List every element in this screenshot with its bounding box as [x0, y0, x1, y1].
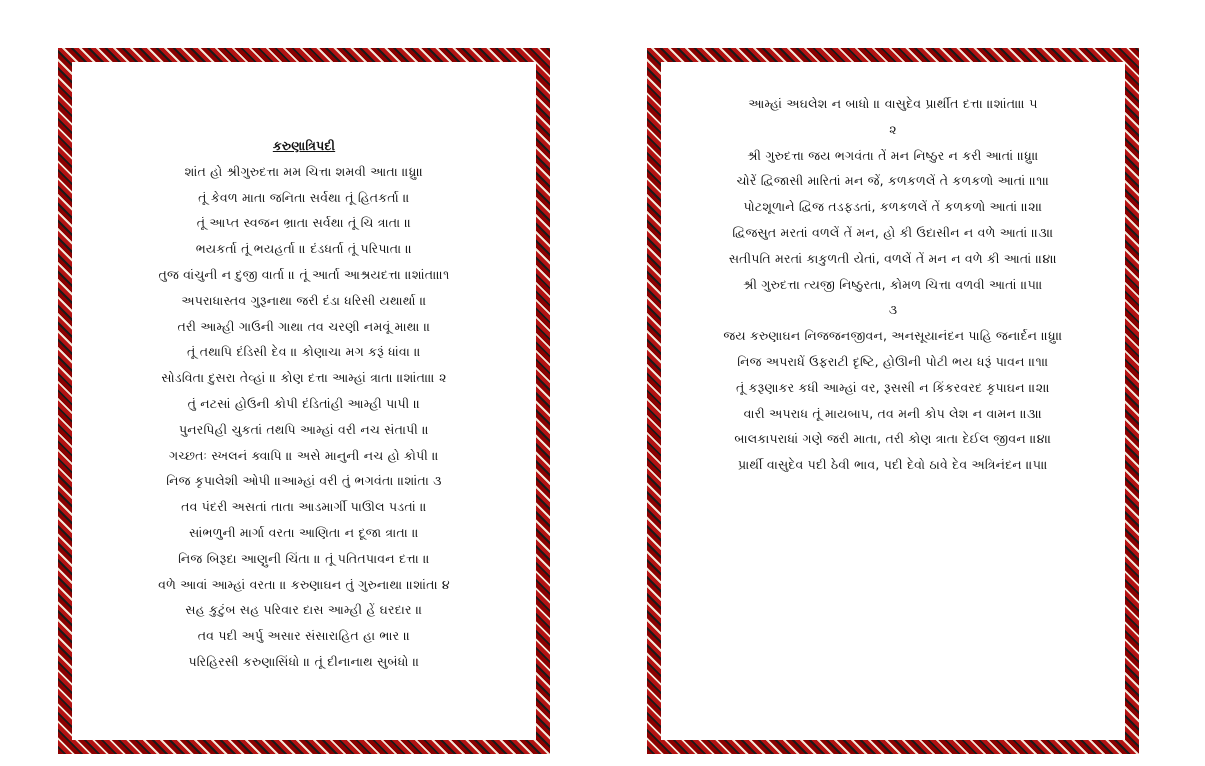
verse-line: ચોરેં દ્વિજાસી મારિતાં મન જેં, કળકળલેં તે કળકળો આતાં ॥૧॥ [736, 173, 1050, 189]
verse-line: દ્વિજસુત મરતાં વળલેં તેં મન, હો કી ઉદાસીન ન વળે આતાં ॥૩॥ [732, 224, 1054, 240]
section-number: ૩ [888, 302, 898, 318]
verse-line: તૂં કેવળ માતા જનિતા સર્વથા તૂં હિતકર્તા ॥ [198, 189, 410, 205]
verse-line: સાંભળુની માર્ગા વરતા આણિતા ન દૂજા ત્રાતા ॥ [189, 524, 419, 540]
verse-line: વળે આવાં આમ્હાં વરતા ॥ કરુણાઘન તું ગુરુનાથા ॥શાંતા ૪ [158, 576, 450, 592]
verse-line: સહ કુટુંબ સહ પરિવાર દાસ આમ્હી હેં ઘરદાર ॥ [185, 602, 423, 618]
page-title: કરુણાત્રિપદી [272, 138, 336, 153]
verse-line: વારી અપરાધ તૂં માયબાપ, તવ મની કોપ લેશ ન વામન ॥૩॥ [743, 405, 1043, 421]
verse-line: તુજ વાંચુની ન દુજી વાર્તા ॥ તૂં આર્તા આશ્રયદત્તા ॥શાંતા॥૧ [158, 266, 450, 282]
left-page [58, 48, 550, 754]
section-number: ૨ [889, 121, 897, 137]
verse-line: તવ પદી અર્પુ અસાર સંસારાહિત હા ભાર ॥ [197, 628, 411, 644]
verse-line: પરિહિરસી કરુણાસિંધો ॥ તૂં દીનાનાથ સુબંધો ॥ [188, 653, 420, 669]
verse-line: તૂં આપ્ત સ્વજન ભ્રાતા સર્વથા તૂં ચિ ત્રાતા ॥ [196, 215, 412, 231]
verse-line: શાંત હો શ્રીગુરુદત્તા મમ ચિત્તા શમવી આતા ॥ધ્રુ॥ [184, 163, 424, 179]
verse-line: તરી આમ્હી ગાઉની ગાથા તવ ચરણી નમવૂં માથા ॥ [177, 318, 431, 334]
verse-line: નિજ અપરાધેં ઉફરાટી દૃષ્ટિ, હોઊની પોટી ભય ધરૂં પાવન ॥૧॥ [737, 353, 1049, 369]
verse-line: તૂં તથાપિ દંડિસી દેવ ॥ કોણાચા મગ કરૂં ધાંવા ॥ [187, 344, 421, 360]
verse-line: જય કરુણાઘન નિજજનજીવન, અનસૂયાનંદન પાહિ જનાર્દન ॥ધ્રુ॥ [723, 328, 1063, 344]
verse-line: આમ્હાં અઘલેશ ન બાધો ॥ વાસુદેવ પ્રાર્થીત દત્તા ॥શાંતા॥ ૫ [748, 96, 1038, 111]
verse-line: ભયકર્તા તૂં ભયહર્તા ॥ દંડધર્તા તૂં પરિપાતા ॥ [195, 241, 413, 257]
verse-line: નિજ બિરૂદા આણુની ચિંતા ॥ તૂં પતિતપાવન દત્તા ॥ [178, 550, 430, 566]
verse-line: તૂં કરૂણાકર કધી આમ્હાં વર, રૂસસી ન કિંકરવરદ કૃપાઘન ॥૨॥ [735, 379, 1051, 395]
verse-line: શ્રી ગુરુદત્તા ત્યજી નિષ્ઠુરતા, કોમળ ચિત્તા વળવી આતાં ॥૫॥ [743, 276, 1043, 292]
verse-line: ગચ્છતઃ સ્ખલનં ક્વાપિ ॥ અસે માનુની નચ હો કોપી ॥ [169, 447, 439, 463]
verse-line: સોડવિતા દુસરા તેવ્હાં ॥ કોણ દત્તા આમ્હાં ત્રાતા ॥શાંતા॥ ૨ [161, 370, 447, 386]
verse-line: પ્રાર્થી વાસુદેવ પદી ઠેવી ભાવ, પદી દેવો ઠાવે દેવ અત્રિનંદન ॥૫॥ [738, 457, 1048, 473]
verse-line: પોટશૂળાને દ્વિજ તડફડતાં, કળકળલેં તેં કળકળો આતાં ॥૨॥ [743, 199, 1043, 215]
verse-line: નિજ કૃપાલેશી ઓપી ॥આમ્હાં વરી તું ભગવંતા ॥શાંતા ૩ [166, 473, 442, 489]
right-page [647, 48, 1139, 754]
right-page-content [661, 91, 1125, 478]
verse-line: પુનરપિહી ચુકતાં તથપિ આમ્હાં વરી નચ સંતાપી ॥ [178, 421, 429, 437]
left-page-content [72, 133, 536, 675]
verse-line: તવ પંદરી અસતાં તાતા આડમાર્ગી પાઊલ પડતાં ॥ [181, 499, 427, 515]
verse-line: સતીપતિ મરતાં કાકુળતી યેતાં, વળલેં તેં મન ન વળે કી આતાં ॥૪॥ [728, 250, 1058, 266]
verse-line: બાલકાપરાધાં ગણે જરી માતા, તરી કોણ ત્રાતા દેઈલ જીવન ॥૪॥ [734, 431, 1052, 447]
verse-line: તું નટસાં હોઉની કોપી દંડિતાંહી આમ્હી પાપી ॥ [187, 395, 421, 411]
verse-line: શ્રી ગુરુદત્તા જય ભગવંતા તેં મન નિષ્ઠુર ન કરી આતાં ॥ધ્રુ॥ [747, 147, 1039, 163]
verse-line: અપરાધાસ્તવ ગુરૂનાથા જરી દંડા ધરિસી યથાર્થા ॥ [181, 292, 427, 308]
